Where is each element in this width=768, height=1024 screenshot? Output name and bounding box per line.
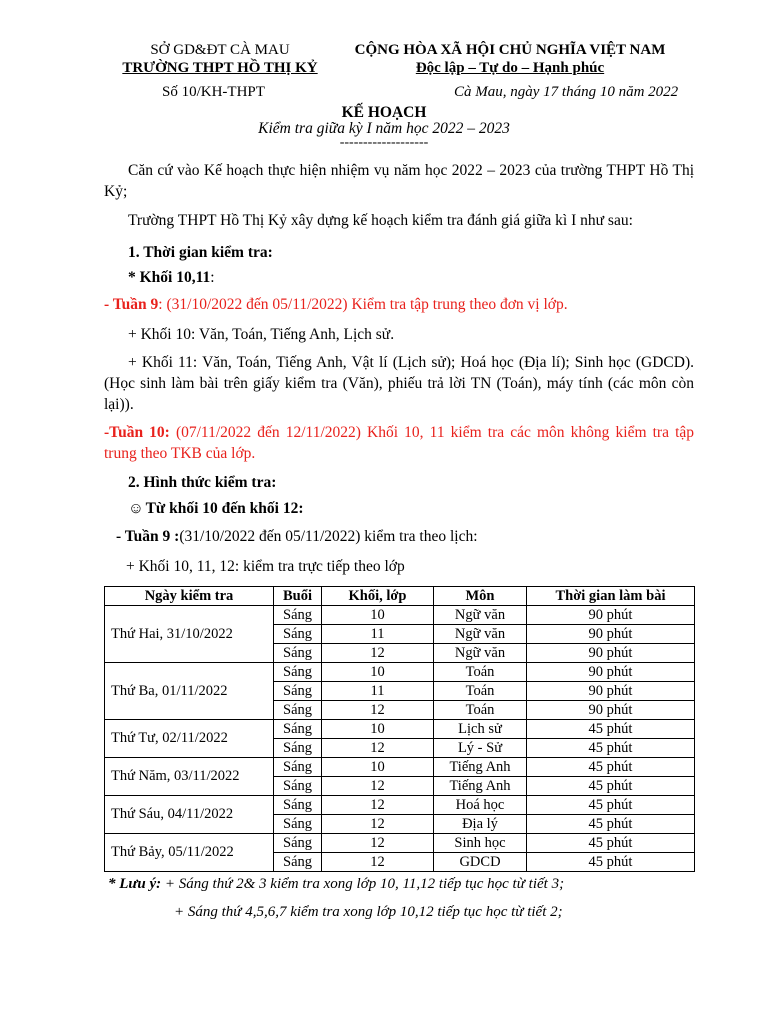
cell-session: Sáng — [274, 644, 322, 663]
title-rule: ------------------- — [339, 135, 429, 150]
all-grades-text: Từ khối 10 đến khối 12: — [142, 500, 304, 517]
smiley-icon: ☺ — [128, 500, 144, 517]
paragraph-intro: Trường THPT Hồ Thị Kỷ xây dựng kế hoạch kiểm tra đánh giá giữa kì I như sau: — [128, 212, 633, 229]
cell-grade: 10 — [322, 663, 434, 682]
table-row — [105, 663, 695, 682]
cell-session: Sáng — [274, 663, 322, 682]
week-9-text: : (31/10/2022 đến 05/11/2022) Kiểm tra tập trung theo đơn vị lớp. — [158, 296, 568, 313]
cell-subject: Tiếng Anh — [434, 758, 527, 777]
cell-grade: 10 — [322, 606, 434, 625]
header-date: Ngày kiểm tra — [105, 587, 274, 606]
cell-subject: Lý - Sử — [434, 739, 527, 758]
cell-session: Sáng — [274, 720, 322, 739]
doc-title: KẾ HOẠCH — [341, 104, 427, 121]
cell-grade: 12 — [322, 796, 434, 815]
grade-10-11-label — [128, 267, 215, 288]
cell-duration: 90 phút — [527, 663, 695, 682]
cell-grade: 10 — [322, 758, 434, 777]
grade-10-11-colon: : — [210, 269, 215, 286]
cell-subject: Địa lý — [434, 815, 527, 834]
cell-subject: Lịch sử — [434, 720, 527, 739]
table-row — [105, 720, 695, 739]
table-header-row — [105, 587, 695, 606]
grade-10-subjects: + Khối 10: Văn, Toán, Tiếng Anh, Lịch sử. — [128, 326, 395, 343]
week-9-label: - Tuần 9 — [104, 296, 159, 313]
cell-session: Sáng — [274, 606, 322, 625]
cell-duration: 90 phút — [527, 682, 695, 701]
all-grades-line — [128, 498, 304, 519]
cell-grade: 12 — [322, 815, 434, 834]
cell-session: Sáng — [274, 853, 322, 872]
cell-date: Thứ Năm, 03/11/2022 — [105, 758, 274, 796]
cell-grade: 11 — [322, 682, 434, 701]
table-row — [105, 834, 695, 853]
table-row — [105, 606, 695, 625]
notes-line-1 — [108, 876, 564, 893]
cell-grade: 11 — [322, 625, 434, 644]
notes-text-2: + Sáng thứ 4,5,6,7 kiểm tra xong lớp 10,12 tiếp tục học từ tiết 2; — [174, 904, 563, 920]
cell-duration: 90 phút — [527, 701, 695, 720]
table-row — [105, 758, 695, 777]
cell-duration: 45 phút — [527, 758, 695, 777]
cell-session: Sáng — [274, 758, 322, 777]
cell-duration: 45 phút — [527, 834, 695, 853]
paragraph-basis: Căn cứ vào Kế hoạch thực hiện nhiệm vụ năm học 2022 – 2023 của trường THPT Hồ Thị Kỷ; — [104, 162, 694, 200]
cell-subject: Ngữ văn — [434, 606, 527, 625]
cell-duration: 45 phút — [527, 796, 695, 815]
document-number: Số 10/KH-THPT — [162, 84, 265, 100]
cell-grade: 12 — [322, 777, 434, 796]
all-grades-direct: + Khối 10, 11, 12: kiểm tra trực tiếp theo lớp — [126, 558, 405, 575]
cell-duration: 45 phút — [527, 815, 695, 834]
week-9-schedule-text: (31/10/2022 đến 05/11/2022) kiểm tra theo lịch: — [179, 528, 478, 545]
cell-grade: 12 — [322, 853, 434, 872]
cell-session: Sáng — [274, 739, 322, 758]
cell-grade: 12 — [322, 644, 434, 663]
header-grade: Khối, lớp — [322, 587, 434, 606]
school-name: TRƯỜNG THPT HỒ THỊ KỶ — [122, 60, 318, 76]
cell-grade: 12 — [322, 701, 434, 720]
cell-grade: 12 — [322, 739, 434, 758]
notes-text-1: + Sáng thứ 2& 3 kiểm tra xong lớp 10, 11,12 tiếp tục học từ tiết 3; — [161, 876, 565, 892]
cell-subject: Ngữ văn — [434, 644, 527, 663]
week-9-schedule-label: - Tuần 9 : — [116, 528, 180, 545]
cell-subject: GDCD — [434, 853, 527, 872]
cell-duration: 45 phút — [527, 853, 695, 872]
cell-subject: Toán — [434, 701, 527, 720]
cell-grade: 12 — [322, 834, 434, 853]
grade-10-11-text: * Khối 10,11 — [128, 269, 211, 286]
cell-subject: Toán — [434, 663, 527, 682]
week-9-line — [104, 294, 568, 315]
dept-name: SỞ GD&ĐT CÀ MAU — [150, 42, 290, 58]
cell-session: Sáng — [274, 701, 322, 720]
section-2-heading: 2. Hình thức kiểm tra: — [128, 474, 277, 491]
cell-date: Thứ Bảy, 05/11/2022 — [105, 834, 274, 872]
nation-motto: Độc lập – Tự do – Hạnh phúc — [415, 60, 605, 76]
cell-grade: 10 — [322, 720, 434, 739]
cell-duration: 45 phút — [527, 777, 695, 796]
cell-duration: 45 phút — [527, 739, 695, 758]
section-1-heading: 1. Thời gian kiểm tra: — [128, 244, 273, 261]
cell-duration: 90 phút — [527, 606, 695, 625]
week-10-paragraph — [104, 422, 694, 464]
nation-title: CỘNG HÒA XÃ HỘI CHỦ NGHĨA VIỆT NAM — [354, 42, 666, 58]
cell-date: Thứ Sáu, 04/11/2022 — [105, 796, 274, 834]
cell-session: Sáng — [274, 815, 322, 834]
cell-session: Sáng — [274, 625, 322, 644]
cell-duration: 90 phút — [527, 625, 695, 644]
cell-duration: 90 phút — [527, 644, 695, 663]
cell-session: Sáng — [274, 834, 322, 853]
table-row — [105, 796, 695, 815]
cell-session: Sáng — [274, 682, 322, 701]
cell-date: Thứ Ba, 01/11/2022 — [105, 663, 274, 720]
header-session: Buổi — [274, 587, 322, 606]
header-duration: Thời gian làm bài — [527, 587, 695, 606]
cell-session: Sáng — [274, 796, 322, 815]
cell-subject: Toán — [434, 682, 527, 701]
cell-session: Sáng — [274, 777, 322, 796]
header-subject: Môn — [434, 587, 527, 606]
cell-subject: Sinh học — [434, 834, 527, 853]
week-10-label: -Tuần 10: — [104, 424, 170, 441]
week-10-text: (07/11/2022 đến 12/11/2022) Khối 10, 11 kiểm tra các môn không kiểm tra tập trung theo TKB của lớp. — [104, 424, 694, 462]
notes-label: * Lưu ý: — [108, 876, 162, 892]
document-date: Cà Mau, ngày 17 tháng 10 năm 2022 — [454, 84, 679, 100]
exam-schedule-table — [104, 586, 695, 872]
cell-date: Thứ Tư, 02/11/2022 — [105, 720, 274, 758]
cell-duration: 45 phút — [527, 720, 695, 739]
cell-subject: Tiếng Anh — [434, 777, 527, 796]
grade-11-subjects: + Khối 11: Văn, Toán, Tiếng Anh, Vật lí (Lịch sử); Hoá học (Địa lí); Sinh học (GDCD). (Học sinh làm bài trên giấy kiểm tra (Văn), phiếu trả lời TN (Toán), máy tính (các môn còn lại)). — [104, 354, 694, 413]
week-9-schedule-line — [116, 526, 478, 547]
cell-subject: Hoá học — [434, 796, 527, 815]
cell-subject: Ngữ văn — [434, 625, 527, 644]
cell-date: Thứ Hai, 31/10/2022 — [105, 606, 274, 663]
doc-subtitle: Kiểm tra giữa kỳ I năm học 2022 – 2023 — [258, 120, 510, 137]
